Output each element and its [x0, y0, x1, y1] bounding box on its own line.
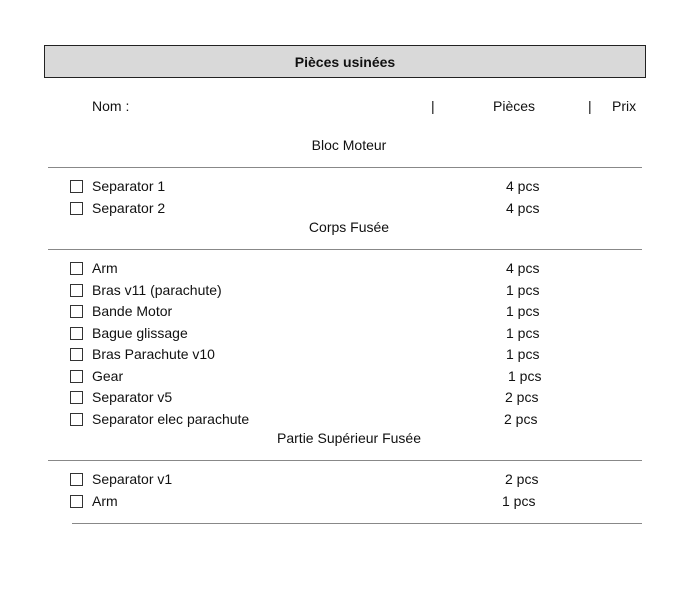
- item-checkbox[interactable]: [70, 180, 83, 193]
- item-quantity: 1 pcs: [506, 303, 540, 319]
- item-name: Bras Parachute v10: [92, 346, 215, 362]
- column-separator: |: [431, 98, 435, 114]
- item-checkbox[interactable]: [70, 495, 83, 508]
- item-name: Bague glissage: [92, 325, 188, 341]
- item-name: Separator v1: [92, 471, 173, 487]
- item-checkbox[interactable]: [70, 202, 83, 215]
- item-checkbox[interactable]: [70, 473, 83, 486]
- item-checkbox[interactable]: [70, 262, 83, 275]
- item-checkbox[interactable]: [70, 413, 83, 426]
- column-header-pieces: Pièces: [493, 98, 536, 114]
- item-checkbox[interactable]: [70, 327, 83, 340]
- item-name: Gear: [92, 368, 124, 384]
- item-checkbox[interactable]: [70, 284, 83, 297]
- item-checkbox[interactable]: [70, 305, 83, 318]
- item-name: Separator 2: [92, 200, 166, 216]
- section-divider: [48, 167, 642, 168]
- item-name: Separator v5: [92, 389, 173, 405]
- item-name: Separator elec parachute: [92, 411, 250, 427]
- item-quantity: 4 pcs: [506, 200, 540, 216]
- column-header-name: Nom :: [92, 98, 130, 114]
- section-title-bloc-moteur: Bloc Moteur: [311, 137, 387, 153]
- section-divider: [48, 249, 642, 250]
- section-divider: [48, 460, 642, 461]
- item-checkbox[interactable]: [70, 370, 83, 383]
- section-title-corps-fusee: Corps Fusée: [308, 219, 390, 235]
- item-quantity: 1 pcs: [506, 325, 540, 341]
- item-quantity: 1 pcs: [508, 368, 542, 384]
- item-name: Bras v11 (parachute): [92, 282, 222, 298]
- column-separator: |: [588, 98, 592, 114]
- item-quantity: 2 pcs: [504, 411, 538, 427]
- page-title: Pièces usinées: [44, 45, 646, 78]
- item-checkbox[interactable]: [70, 348, 83, 361]
- item-quantity: 4 pcs: [506, 260, 540, 276]
- column-header-price: Prix: [612, 98, 637, 114]
- item-name: Arm: [92, 493, 118, 509]
- item-quantity: 2 pcs: [505, 471, 539, 487]
- item-quantity: 2 pcs: [505, 389, 539, 405]
- item-checkbox[interactable]: [70, 391, 83, 404]
- section-title-partie-superieur-fusee: Partie Supérieur Fusée: [277, 430, 421, 446]
- item-name: Bande Motor: [92, 303, 173, 319]
- bottom-divider: [72, 523, 642, 524]
- item-quantity: 1 pcs: [502, 493, 536, 509]
- item-name: Arm: [92, 260, 118, 276]
- item-quantity: 1 pcs: [506, 346, 540, 362]
- item-quantity: 1 pcs: [506, 282, 540, 298]
- item-name: Separator 1: [92, 178, 166, 194]
- item-quantity: 4 pcs: [506, 178, 540, 194]
